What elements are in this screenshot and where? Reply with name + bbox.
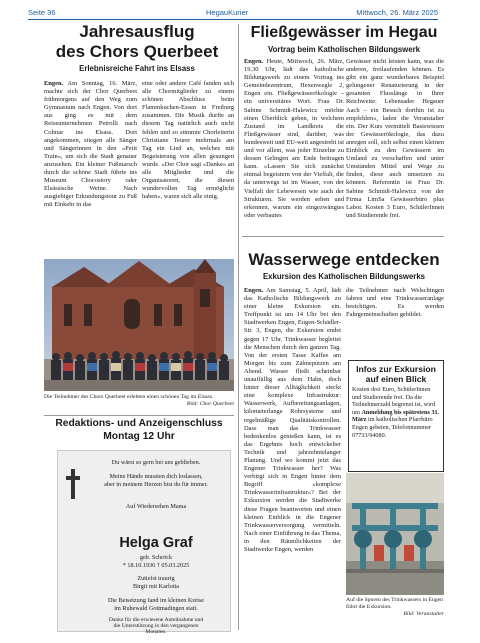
cross-icon	[66, 469, 80, 499]
page-number: Seite 36	[28, 8, 56, 17]
issue-date: Mittwoch, 26. März 2025	[356, 8, 438, 17]
obit-verse2: Meine Hände mussten dich loslassen,	[109, 473, 203, 480]
article2-column1	[244, 58, 344, 234]
article2-subtitle: Vortrag beim Katholischen Bildungswerk	[268, 45, 420, 54]
article2-title: Fließgewässer im Hegau	[250, 24, 438, 41]
infobox-title-line2: auf einen Blick	[365, 374, 427, 384]
mourners-line1: Zutiefst traurig	[137, 575, 175, 582]
article3-body2: die Teilnehmer nach Welschingen fahren und eine Trinkwasseranlage besichtigen. Es werden Fahrgemeinschaften gebildet.	[346, 287, 444, 319]
obit-verse3: aber in meinem Herzen bist du für immer.	[104, 481, 208, 488]
thanks-line1: Danke für die erwiesene Anteilnahme und	[108, 617, 204, 623]
article1-title-line1: Jahresausflug	[79, 22, 195, 41]
life-dates: * 18.10.1936 † 05.03.2025	[122, 562, 190, 569]
obituary-notice	[57, 450, 231, 635]
article3-title: Wasserwege entdecken	[248, 250, 440, 269]
choir-photo-illustration	[44, 259, 234, 391]
article1-body1: Am Sonntag, 16. März, machte sich der Chor Querbeet frühmorgens auf den Weg zum Gymnasium nach Engen. Von dort aus ging es mit dem Reiseunternehmen Petrolli nach Colmar ins Elsass. Dort angekommen, stiegen alle Sänger und Sängerinnen in den »Petit Train«, um sich die Stadt genauer anzusehen. Ein kleiner Fußmarsch durch die schöne Stadt führte ins Museum Chocostory oder Elsässische Weine. Nach ausgiebiger Erkundungstour zu Fuß mit Einkehr in das	[44, 80, 137, 209]
infobox-body-end: im katholischen Pfarrbüro Engen gebeten, Telefonnummer 07733/94080.	[352, 416, 433, 439]
article1-column2	[142, 80, 234, 258]
burial-line1: Die Beisetzung fand im kleinen Kreise	[107, 597, 205, 604]
article3-column2	[346, 287, 444, 357]
photo-credit: Bild: Chor Querbeet	[186, 401, 234, 407]
mourners-line2: Birgit mit Karlotta	[133, 583, 179, 590]
caption-text: Auf die Spuren des Trinkwassers in Engen führt die Exkursion.	[346, 597, 443, 610]
article3-subtitle: Exkursion des Katholischen Bildungswerks	[262, 272, 426, 281]
obit-verse1: Du wärst so gern bei uns geblieben.	[111, 459, 201, 466]
article-divider	[242, 236, 444, 237]
article1-body2: eine oder andere Café fanden sich alle Chormitglieder zu einem schönen Abschluss beim Flammkuchen-Essen in Freiburg zusammen. Die Musik durfte an diesem Tag natürlich auch nicht fehlen und so stimmte Chorleiterin Christiane Teurer mehrmals am Tag ein Lied an, welches mit Begeisterung von allen gesungen wurde. »Der Chor sagt »Danke« an alle Mitglieder und die Organisatoren, die diesen wundervollen Tag ermöglicht haben«, waren sich alle einig.	[142, 80, 234, 201]
article1-subtitle: Erlebnisreiche Fahrt ins Elsass	[79, 64, 195, 73]
obit-farewell: Auf Wiedersehen Mama	[125, 503, 187, 510]
article1-title	[44, 22, 230, 62]
article1-dateline: Engen.	[44, 80, 64, 87]
excursion-info-box	[348, 360, 444, 472]
article3-body1: Am Samstag, 5. April, lädt das Katholische Bildungswerk zu einer kleine Exkursion ein. Treffpunkt ist um 14 Uhr bei den Stadtwerken Engen, Eugen-Schädler-Str. 3, Engen, die Exkursion endet gegen 17 Uhr. Trinkwasser begleitet die Menschen durch den ganzen Tag. Von der ersten Tasse Kaffee am Morgen bis zum Zähneputzen am Abend. Wasser fließt scheinbar unauffällig aus dem Hahn, doch hinter dieser Alltäglichkeit steckt eine komplexe Infrastruktur: Wasserwerk, Aufbereitungsanlagen, kilometerlange Rohrsysteme und regelmäßige Qualitätskontrollen. Dass man das Trinkwasser bedenkenlos genießen kann, ist es das Ergebnis hoch entwickelter Technik und jahrzehntelanger Planung. Und wo kommt jetzt das Engener Trinkwasser her? Was verbirgt sich in Engen hinter dem Begriff »komplexe Trinkwasserinfrastruktur«? Bei der Exkursion werden die Stadtwerke diese Fragen beantworten und einen kleinen Einblick in die Engener Trinkwasserversorgung vermitteln. Nach einer Einführung in das Thema, in den Räumlichkeiten der Stadtwerke Engen, werden	[244, 287, 341, 553]
infobox-title	[349, 364, 443, 384]
infobox-text	[349, 384, 443, 441]
water-plant-illustration	[346, 473, 444, 595]
infobox-deadline: Anmeldung bis spätestens 31. März	[352, 408, 440, 424]
article1-title-line2: des Chors Querbeet	[55, 42, 219, 61]
article2-column2	[346, 58, 444, 234]
water-plant-caption	[346, 597, 444, 618]
deadline-line2: Montag 12 Uhr	[103, 431, 175, 442]
burial-line2: im Ruhewald Gottmadingen statt.	[114, 605, 198, 612]
choir-group-photo	[44, 259, 234, 391]
column-divider	[238, 24, 239, 630]
caption-text: Die Teilnehmer des Chors Querbeet erlebten einen schönen Tag im Elsass.	[44, 394, 214, 400]
birth-name: geb. Schröck	[139, 554, 173, 561]
page-header	[28, 6, 438, 20]
deadline-line1: Redaktions- und Anzeigenschluss	[55, 418, 223, 429]
choir-photo-caption	[44, 394, 234, 408]
deceased-name: Helga Graf	[119, 535, 193, 551]
publication-name: HegauKurier	[206, 8, 249, 17]
water-plant-photo	[346, 473, 444, 595]
article3-column1	[244, 287, 341, 627]
article2-body1: Heute, Mittwoch, 26. März, 19.30 Uhr, lädt das katholische Bildungswerk zu einem Vortrag ins Gemeindezentrum, Hexenwegle 2, Engen ein. Fließgewässerökologie – ein universitäres Wort. Frau Dr. Sabine Schmidt-Halewicz möchte einen Überblick geben, in welchem Zustand im Landkreis die Fließgewässer sind, darüber, was bundesweit und EU-weit angestrebt ist und vor allem, was jeder Einzelne zu dessen Gelingen am Ende beitragen kann. »Lassen Sie sich zunächst einmal begeistern von der Vielfalt, die da unterwegs ist im Wasser, von der Vielfalt der Lebewesen wie auch der Strukturen. Sie werden sehen und erkennen, warum ein eingezwängtes oder verbautes	[244, 58, 344, 219]
deadline-notice	[44, 415, 234, 443]
article3-dateline: Engen.	[244, 287, 264, 294]
photo-credit: Bild: Veranstalter	[403, 611, 444, 617]
infobox-title-line1: Infos zur Exkursion	[356, 364, 436, 374]
thanks-line2: die Unterstützung in den vergangenen	[113, 623, 199, 629]
article2-dateline: Engen.	[244, 58, 264, 65]
infobox-body: Kosten drei Euro, SchülerInnen und Studierende frei. Da die Teilnehmerzahl begrenzt ist, wird um	[352, 386, 436, 416]
thanks-line3: Monaten.	[145, 629, 167, 635]
article1-column1	[44, 80, 137, 258]
article2-body2: Gewässer nicht leisten kann, was die anderen, freilaufenden können. Es gibt ein ganz wunderbares Beispiel gelungener Renaturierung in der gesamten Flusslänge in Ihrer Reichweite: Lebensader Hegauer Aach – ein Besuch dorthin ist zu empfehlen«, laden die Veranstalter ein. Der Kurs vermittelt Basiswissen der Gewässerökologie, das dazu anregen soll, sich selbst einen kleinen Einblick zu den Gewässern im Umland zu verschaffen und unter Umständen Mittel und Wege zu finden, diese auch umsetzen zu können. Referentin ist Frau Dr. Sabine Schmidt-Halewicz von der Firma LimSa Gewässerbüro plus Labor. Kosten 3 Euro, SchülerInnen und Studierende frei.	[346, 58, 444, 219]
